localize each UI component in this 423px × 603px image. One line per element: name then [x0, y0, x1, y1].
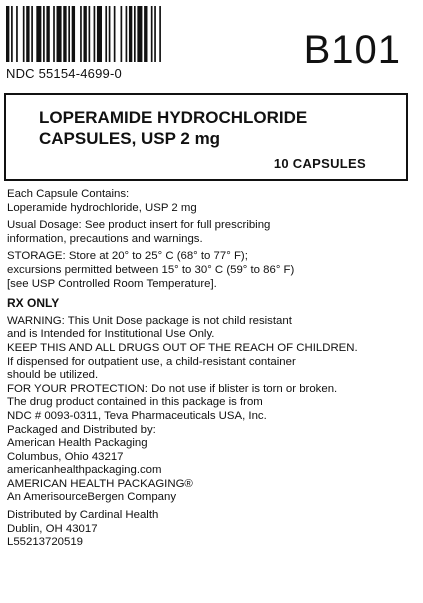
- packager-text: Columbus, Ohio 43217: [7, 450, 124, 463]
- ndc-number: NDC 55154-4699-0: [6, 66, 122, 81]
- package-code: B101: [303, 28, 401, 72]
- barcode-bar: [63, 6, 66, 62]
- capsule-count: 10 CAPSULES: [273, 156, 366, 171]
- storage-text: STORAGE: Store at 20° to 25° C (68° to 77° F);: [7, 250, 248, 263]
- barcode-bar: [68, 6, 70, 62]
- storage-text: [see USP Controlled Room Temperature].: [7, 277, 217, 290]
- warning-text: and is Intended for Institutional Use Only.: [7, 328, 215, 341]
- dosage-text: information, precautions and warnings.: [7, 232, 203, 245]
- barcode-bar: [105, 6, 107, 62]
- barcode-bar: [159, 6, 161, 62]
- barcode-bar: [23, 6, 25, 62]
- barcode-bar: [26, 6, 29, 62]
- packager-text: American Health Packaging: [7, 437, 148, 450]
- barcode-bar: [144, 6, 147, 62]
- barcode-bar: [11, 6, 13, 62]
- barcode-bar: [36, 6, 41, 62]
- barcode-bar: [137, 6, 142, 62]
- barcode-bar: [72, 6, 75, 62]
- distributor-text: Distributed by Cardinal Health: [7, 509, 159, 522]
- product-name: [39, 107, 307, 149]
- barcode-bar: [94, 6, 96, 62]
- rx-only: RX ONLY: [7, 296, 60, 311]
- barcode-bar: [57, 6, 62, 62]
- lot-code: L55213720519: [7, 536, 84, 549]
- protection-text: FOR YOUR PROTECTION: Do not use if blister is torn or broken.: [7, 382, 338, 395]
- protection-text: NDC # 0093-0311, Teva Pharmaceuticals USA, Inc.: [7, 409, 267, 422]
- dispense-text: should be utilized.: [7, 369, 99, 382]
- packager-website: americanhealthpackaging.com: [7, 464, 162, 477]
- barcode-bar: [31, 6, 33, 62]
- dispense-text: If dispensed for outpatient use, a child-resistant container: [7, 355, 296, 368]
- distributor-text: Dublin, OH 43017: [7, 522, 98, 535]
- barcode-bar: [134, 6, 136, 62]
- warning-text: WARNING: This Unit Dose package is not child resistant: [7, 314, 292, 327]
- barcode-bar: [121, 6, 123, 62]
- barcode-bar: [89, 6, 91, 62]
- protection-text: The drug product contained in this package is from: [7, 396, 263, 409]
- barcode-bar: [97, 6, 102, 62]
- barcode-bar: [126, 6, 128, 62]
- barcode: [6, 6, 166, 62]
- barcode-bar: [43, 6, 45, 62]
- barcode-bar: [109, 6, 111, 62]
- product-box: [4, 93, 408, 181]
- product-name-line: LOPERAMIDE HYDROCHLORIDE: [39, 108, 308, 127]
- barcode-bar: [80, 6, 82, 62]
- contains-value: Loperamide hydrochloride, USP 2 mg: [7, 201, 197, 214]
- barcode-bar: [83, 6, 86, 62]
- barcode-bar: [46, 6, 49, 62]
- packager-text: An AmerisourceBergen Company: [7, 491, 177, 504]
- label-body: [7, 188, 417, 550]
- barcode-bar: [151, 6, 153, 62]
- barcode-bar: [6, 6, 9, 62]
- dosage-text: Usual Dosage: See product insert for full prescribing: [7, 219, 271, 232]
- packager-text: AMERICAN HEALTH PACKAGING®: [7, 477, 193, 490]
- storage-text: excursions permitted between 15° to 30° C (59° to 86° F): [7, 263, 295, 276]
- barcode-bar: [114, 6, 116, 62]
- packager-text: Packaged and Distributed by:: [7, 423, 156, 436]
- contains-label: Each Capsule Contains:: [7, 188, 130, 200]
- barcode-bar: [154, 6, 156, 62]
- keep-away-text: KEEP THIS AND ALL DRUGS OUT OF THE REACH OF CHILDREN.: [7, 341, 358, 354]
- barcode-bar: [16, 6, 18, 62]
- barcode-bar: [129, 6, 132, 62]
- barcode-bar: [53, 6, 55, 62]
- product-name-line: CAPSULES, USP 2 mg: [39, 129, 221, 148]
